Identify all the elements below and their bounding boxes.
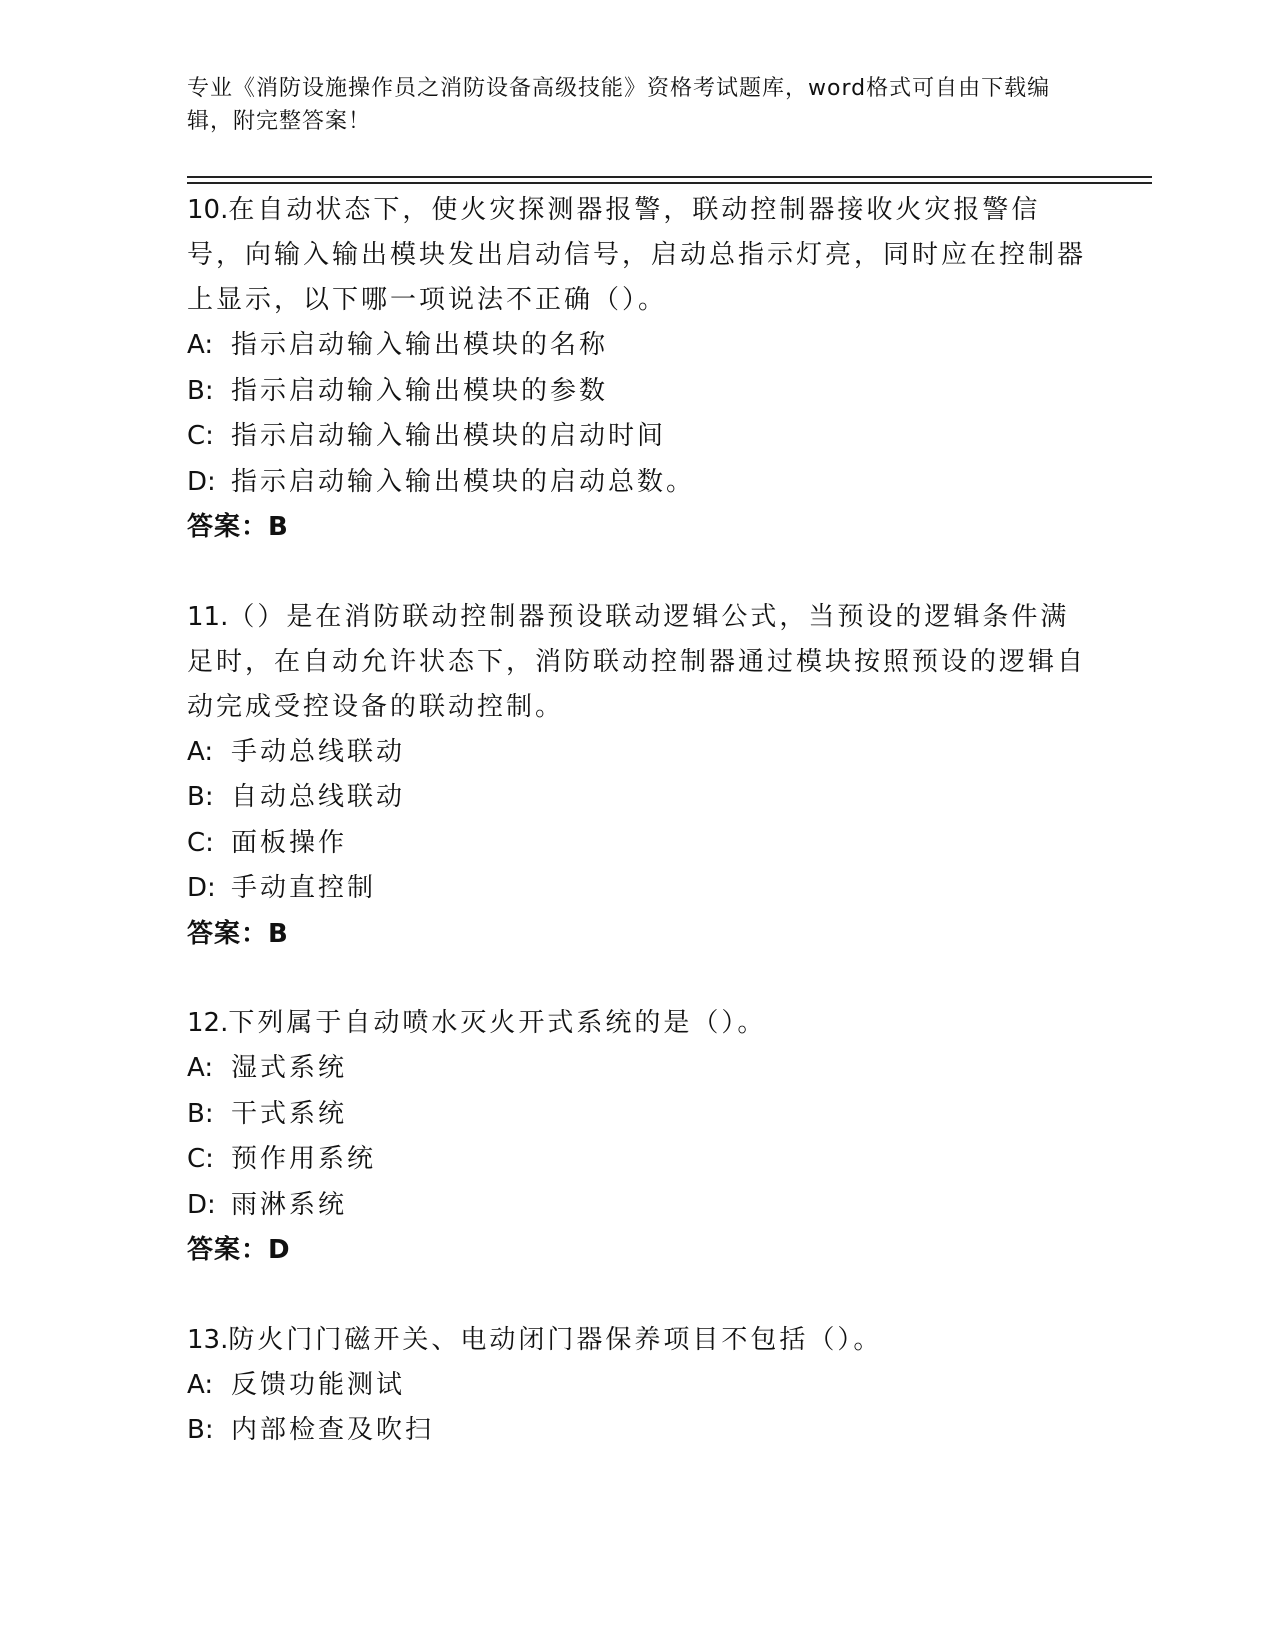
option-letter: D:: [187, 1189, 216, 1220]
question-body: 下列属于自动喷水灭火开式系统的是（）。: [228, 1008, 767, 1038]
option-letter: C:: [187, 1144, 214, 1174]
option-text: 内部检查及吹扫: [231, 1415, 435, 1445]
answer-line: 答案：B: [187, 918, 289, 949]
option-c: [187, 414, 1087, 460]
header-rule-bottom: [187, 182, 1152, 184]
option-text: 面板操作: [231, 827, 348, 858]
option-text: 预作用系统: [231, 1144, 377, 1174]
option-letter: A:: [187, 736, 214, 767]
option-letter: A:: [187, 330, 214, 360]
option-a: [187, 1046, 1087, 1092]
question-body: 防火门门磁开关、电动闭门器保养项目不包括（）。: [228, 1324, 883, 1355]
answer-line: 答案：B: [187, 512, 289, 542]
question-10: [187, 188, 1087, 551]
question-number: 10.: [187, 195, 229, 225]
option-a: [187, 730, 1087, 776]
question-12: [187, 1001, 1087, 1274]
option-text: 手动总线联动: [231, 736, 406, 767]
option-letter: B:: [187, 375, 214, 406]
option-a: [187, 1363, 1087, 1409]
option-d: [187, 1183, 1087, 1229]
question-text: [187, 1001, 1087, 1046]
question-body: 在自动状态下，使火灾探测器报警，联动控制器接收火灾报警信号，向输入输出模块发出启动信号，启动总指示灯亮，同时应在控制器上显示，以下哪一项说法不正确（）。: [187, 195, 1087, 315]
question-text: [187, 595, 1087, 730]
question-body: （）是在消防联动控制器预设联动逻辑公式，当预设的逻辑条件满足时，在自动允许状态下，消防联动控制器通过模块按照预设的逻辑自动完成受控设备的联动控制。: [187, 601, 1087, 722]
question-text: [187, 1318, 1087, 1363]
option-letter: B:: [187, 782, 214, 812]
option-letter: D:: [187, 873, 216, 903]
question-number: 12.: [187, 1008, 229, 1038]
question-11: [187, 595, 1087, 958]
option-letter: B:: [187, 1415, 214, 1445]
option-b: [187, 1408, 1087, 1454]
question-13: [187, 1318, 1087, 1454]
option-b: [187, 369, 1087, 415]
option-d: [187, 866, 1087, 912]
question-number: 11.: [187, 601, 229, 632]
option-d: [187, 460, 1087, 506]
option-text: 自动总线联动: [231, 782, 406, 812]
question-text: [187, 188, 1087, 323]
option-text: 指示启动输入输出模块的启动总数。: [231, 466, 696, 497]
option-text: 反馈功能测试: [231, 1369, 406, 1400]
answer-line: 答案：D: [187, 1235, 291, 1265]
option-letter: C:: [187, 421, 214, 451]
option-a: [187, 323, 1087, 369]
question-list: [187, 188, 1087, 1498]
header-rule-top: [187, 176, 1152, 178]
option-b: [187, 1092, 1087, 1138]
option-text: 干式系统: [231, 1098, 348, 1129]
option-letter: C:: [187, 827, 214, 858]
option-text: 湿式系统: [231, 1053, 348, 1083]
option-letter: B:: [187, 1098, 214, 1129]
option-text: 手动直控制: [231, 873, 377, 903]
document-header: 专业《消防设施操作员之消防设备高级技能》资格考试题库，word格式可自由下载编辑，附完整答案！: [187, 76, 1051, 134]
option-text: 雨淋系统: [231, 1189, 348, 1220]
option-c: [187, 1137, 1087, 1183]
option-text: 指示启动输入输出模块的参数: [231, 375, 609, 406]
option-letter: A:: [187, 1369, 214, 1400]
option-letter: A:: [187, 1053, 214, 1083]
option-text: 指示启动输入输出模块的名称: [231, 330, 609, 360]
question-number: 13.: [187, 1324, 229, 1355]
option-b: [187, 775, 1087, 821]
option-letter: D:: [187, 466, 216, 497]
option-text: 指示启动输入输出模块的启动时间: [231, 421, 667, 451]
option-c: [187, 821, 1087, 867]
